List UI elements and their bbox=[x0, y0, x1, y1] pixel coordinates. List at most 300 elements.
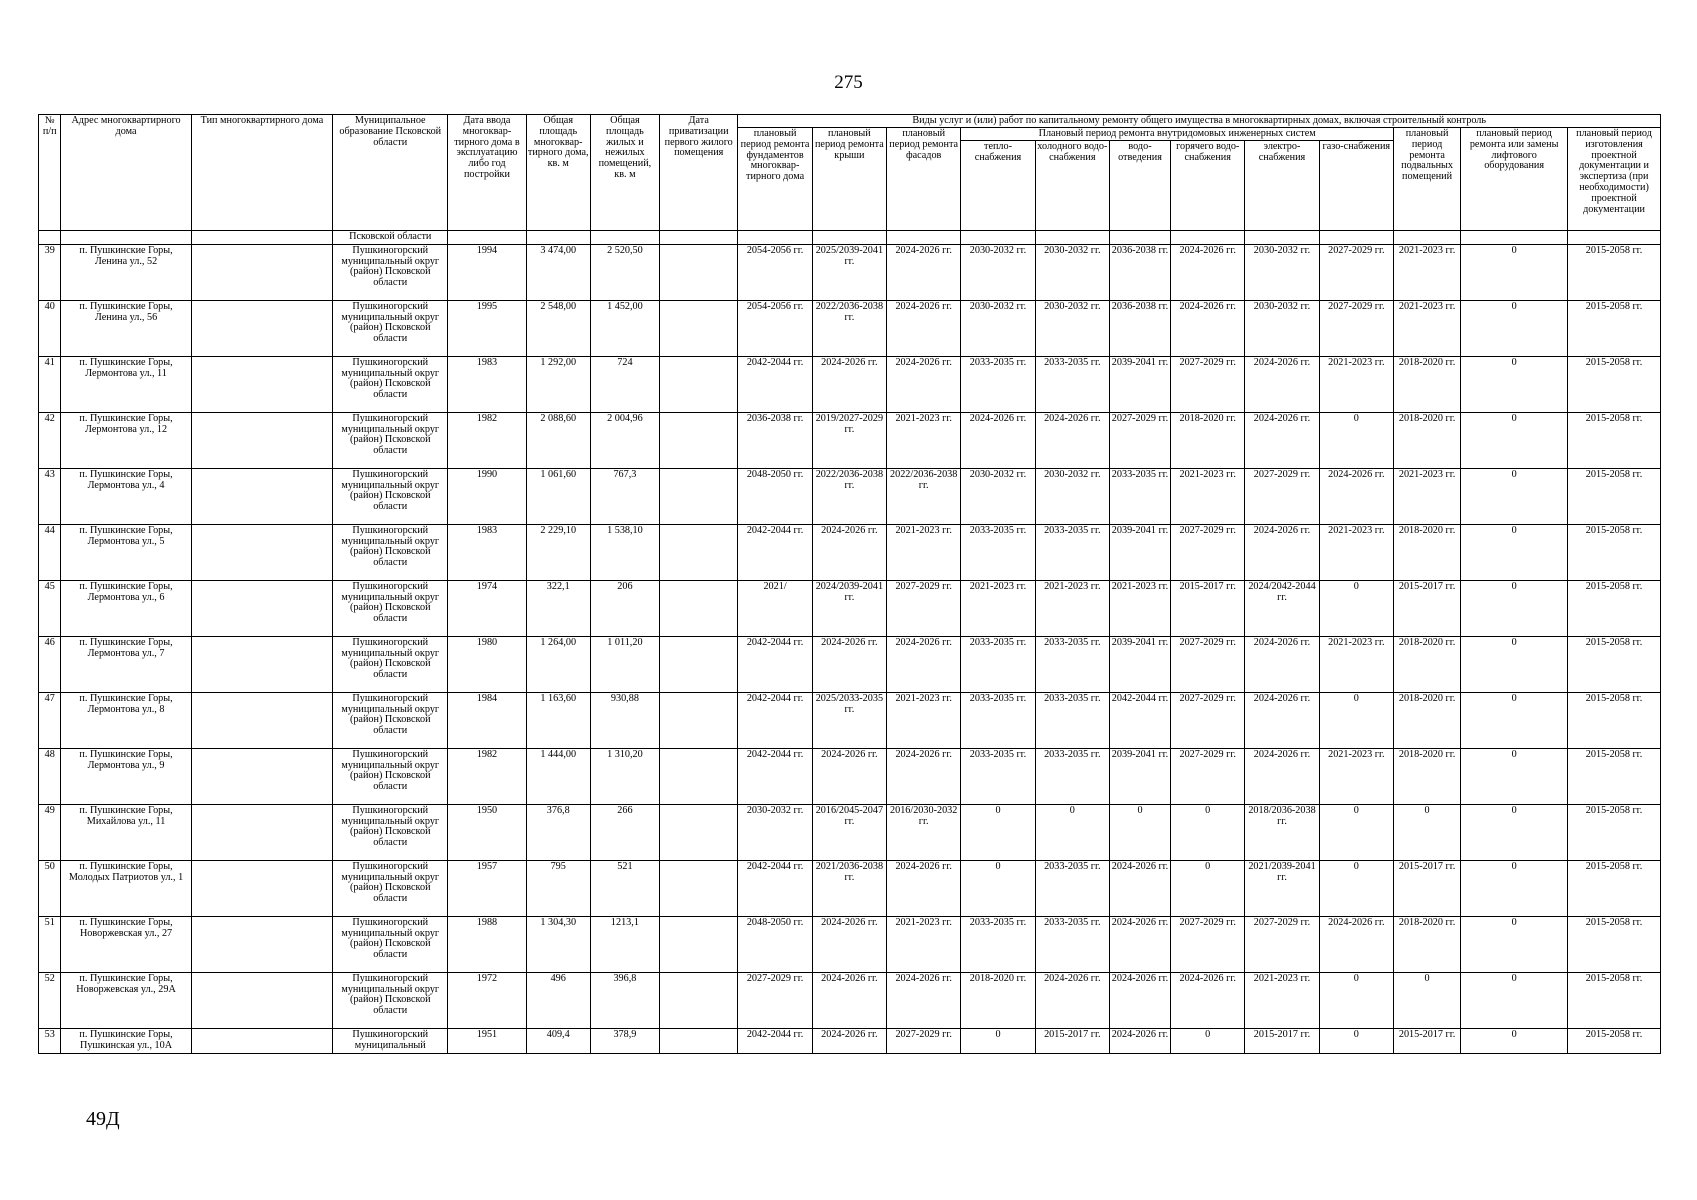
row-number: 43 bbox=[39, 468, 61, 524]
row-elevator: 0 bbox=[1461, 244, 1568, 300]
row-total-area: 1 163,60 bbox=[526, 692, 590, 748]
row-foundation: 2021/ bbox=[738, 580, 812, 636]
row-privatization bbox=[660, 580, 738, 636]
row-elevator: 0 bbox=[1461, 972, 1568, 1028]
row-foundation: 2030-2032 гг. bbox=[738, 804, 812, 860]
bottom-code: 49Д bbox=[86, 1108, 120, 1130]
row-total-area: 1 444,00 bbox=[526, 748, 590, 804]
row-address: п. Пушкинские Горы, Лермонтова ул., 5 bbox=[61, 524, 191, 580]
row-heating: 2033-2035 гг. bbox=[961, 748, 1035, 804]
row-foundation: 2042-2044 гг. bbox=[738, 636, 812, 692]
row-total-area: 1 304,30 bbox=[526, 916, 590, 972]
row-living-area: 521 bbox=[590, 860, 659, 916]
row-living-area: 2 520,50 bbox=[590, 244, 659, 300]
row-gas: 2027-2029 гг. bbox=[1319, 300, 1393, 356]
row-gas: 2021-2023 гг. bbox=[1319, 636, 1393, 692]
row-privatization bbox=[660, 1028, 738, 1053]
table-row bbox=[39, 636, 1661, 692]
row-hot-water: 2015-2017 гг. bbox=[1171, 580, 1245, 636]
row-roof: 2024-2026 гг. bbox=[812, 916, 886, 972]
row-basement: 2021-2023 гг. bbox=[1393, 468, 1460, 524]
row-cold-water: 2030-2032 гг. bbox=[1035, 300, 1109, 356]
header-design-docs: плановый период изготовления проектной документации и экспертиза (при необходимости) проектной документации bbox=[1568, 128, 1661, 231]
row-sewage: 2021-2023 гг. bbox=[1109, 580, 1170, 636]
row-design-docs: 2015-2058 гг. bbox=[1568, 412, 1661, 468]
row-living-area: 1 452,00 bbox=[590, 300, 659, 356]
row-facade: 2024-2026 гг. bbox=[887, 636, 961, 692]
row-sewage: 2024-2026 гг. bbox=[1109, 916, 1170, 972]
row-foundation: 2036-2038 гг. bbox=[738, 412, 812, 468]
row-privatization bbox=[660, 412, 738, 468]
header-cold-water: холодного водо-снабжения bbox=[1035, 141, 1109, 231]
row-privatization bbox=[660, 916, 738, 972]
row-cold-water: 2030-2032 гг. bbox=[1035, 244, 1109, 300]
row-type bbox=[191, 748, 333, 804]
row-design-docs: 2015-2058 гг. bbox=[1568, 916, 1661, 972]
row-hot-water: 2024-2026 гг. bbox=[1171, 300, 1245, 356]
capital-repair-table bbox=[38, 114, 1661, 1054]
row-elevator: 0 bbox=[1461, 748, 1568, 804]
row-gas: 2021-2023 гг. bbox=[1319, 524, 1393, 580]
row-hot-water: 2027-2029 гг. bbox=[1171, 748, 1245, 804]
continuation-text: Псковской области bbox=[333, 231, 448, 245]
row-sewage: 2024-2026 гг. bbox=[1109, 1028, 1170, 1053]
row-municipality: Пушкиногорский муниципальный округ (район) Псковской области bbox=[333, 692, 448, 748]
row-cold-water: 2024-2026 гг. bbox=[1035, 412, 1109, 468]
row-basement: 0 bbox=[1393, 972, 1460, 1028]
row-privatization bbox=[660, 300, 738, 356]
row-gas: 2024-2026 гг. bbox=[1319, 468, 1393, 524]
row-address: п. Пушкинские Горы, Пушкинская ул., 10А bbox=[61, 1028, 191, 1053]
row-privatization bbox=[660, 860, 738, 916]
row-hot-water: 2027-2029 гг. bbox=[1171, 692, 1245, 748]
row-number: 45 bbox=[39, 580, 61, 636]
row-address: п. Пушкинские Горы, Ленина ул., 56 bbox=[61, 300, 191, 356]
row-living-area: 724 bbox=[590, 356, 659, 412]
row-basement: 2015-2017 гг. bbox=[1393, 580, 1460, 636]
row-number: 39 bbox=[39, 244, 61, 300]
row-type bbox=[191, 916, 333, 972]
header-municipality: Муниципальное образование Псковской области bbox=[333, 115, 448, 231]
row-number: 50 bbox=[39, 860, 61, 916]
row-facade: 2024-2026 гг. bbox=[887, 300, 961, 356]
row-year: 1984 bbox=[448, 692, 526, 748]
row-heating: 0 bbox=[961, 860, 1035, 916]
row-type bbox=[191, 412, 333, 468]
row-basement: 2015-2017 гг. bbox=[1393, 860, 1460, 916]
row-number: 51 bbox=[39, 916, 61, 972]
row-basement: 2018-2020 гг. bbox=[1393, 524, 1460, 580]
row-design-docs: 2015-2058 гг. bbox=[1568, 468, 1661, 524]
row-gas: 0 bbox=[1319, 1028, 1393, 1053]
row-number: 47 bbox=[39, 692, 61, 748]
row-elevator: 0 bbox=[1461, 524, 1568, 580]
row-cold-water: 2024-2026 гг. bbox=[1035, 972, 1109, 1028]
row-basement: 2018-2020 гг. bbox=[1393, 412, 1460, 468]
row-foundation: 2042-2044 гг. bbox=[738, 356, 812, 412]
row-foundation: 2042-2044 гг. bbox=[738, 860, 812, 916]
row-basement: 2018-2020 гг. bbox=[1393, 748, 1460, 804]
row-elevator: 0 bbox=[1461, 860, 1568, 916]
row-electric: 2024/2042-2044 гг. bbox=[1245, 580, 1319, 636]
row-municipality: Пушкиногорский муниципальный округ (район) Псковской области bbox=[333, 356, 448, 412]
page-number: 275 bbox=[834, 72, 863, 93]
row-electric: 2021/2039-2041 гг. bbox=[1245, 860, 1319, 916]
row-cold-water: 2033-2035 гг. bbox=[1035, 916, 1109, 972]
row-elevator: 0 bbox=[1461, 916, 1568, 972]
row-electric: 2021-2023 гг. bbox=[1245, 972, 1319, 1028]
row-electric: 2027-2029 гг. bbox=[1245, 916, 1319, 972]
row-gas: 0 bbox=[1319, 860, 1393, 916]
header-basement: плановый период ремонта подвальных помещений bbox=[1393, 128, 1460, 231]
table-row bbox=[39, 412, 1661, 468]
row-total-area: 496 bbox=[526, 972, 590, 1028]
row-municipality: Пушкиногорский муниципальный округ (район) Псковской области bbox=[333, 412, 448, 468]
row-privatization bbox=[660, 468, 738, 524]
header-hot-water: горячего водо-снабжения bbox=[1171, 141, 1245, 231]
row-number: 52 bbox=[39, 972, 61, 1028]
row-facade: 2021-2023 гг. bbox=[887, 524, 961, 580]
continuation-row bbox=[39, 231, 1661, 245]
row-year: 1990 bbox=[448, 468, 526, 524]
row-municipality: Пушкиногорский муниципальный округ (район) Псковской области bbox=[333, 580, 448, 636]
header-total-area: Общая площадь многоквар-тирного дома, кв. м bbox=[526, 115, 590, 231]
row-address: п. Пушкинские Горы, Новоржевская ул., 27 bbox=[61, 916, 191, 972]
row-basement: 2021-2023 гг. bbox=[1393, 300, 1460, 356]
row-facade: 2024-2026 гг. bbox=[887, 972, 961, 1028]
row-cold-water: 2033-2035 гг. bbox=[1035, 748, 1109, 804]
row-year: 1995 bbox=[448, 300, 526, 356]
row-design-docs: 2015-2058 гг. bbox=[1568, 244, 1661, 300]
row-cold-water: 2021-2023 гг. bbox=[1035, 580, 1109, 636]
row-facade: 2021-2023 гг. bbox=[887, 412, 961, 468]
header-type: Тип многоквартирного дома bbox=[191, 115, 333, 231]
row-type bbox=[191, 300, 333, 356]
row-municipality: Пушкиногорский муниципальный округ (район) Псковской области bbox=[333, 916, 448, 972]
row-municipality: Пушкиногорский муниципальный округ (район) Псковской области bbox=[333, 468, 448, 524]
row-year: 1983 bbox=[448, 524, 526, 580]
row-year: 1982 bbox=[448, 748, 526, 804]
row-design-docs: 2015-2058 гг. bbox=[1568, 972, 1661, 1028]
row-foundation: 2042-2044 гг. bbox=[738, 524, 812, 580]
row-total-area: 3 474,00 bbox=[526, 244, 590, 300]
row-foundation: 2048-2050 гг. bbox=[738, 468, 812, 524]
header-elevator: плановый период ремонта или замены лифтового оборудования bbox=[1461, 128, 1568, 231]
row-privatization bbox=[660, 692, 738, 748]
row-sewage: 2024-2026 гг. bbox=[1109, 972, 1170, 1028]
row-cold-water: 2015-2017 гг. bbox=[1035, 1028, 1109, 1053]
row-elevator: 0 bbox=[1461, 412, 1568, 468]
header-gas: газо-снабжения bbox=[1319, 141, 1393, 231]
row-municipality: Пушкиногорский муниципальный округ (район) Псковской области bbox=[333, 300, 448, 356]
row-heating: 2021-2023 гг. bbox=[961, 580, 1035, 636]
row-design-docs: 2015-2058 гг. bbox=[1568, 1028, 1661, 1053]
table-row bbox=[39, 972, 1661, 1028]
row-cold-water: 2033-2035 гг. bbox=[1035, 636, 1109, 692]
row-year: 1972 bbox=[448, 972, 526, 1028]
row-facade: 2021-2023 гг. bbox=[887, 692, 961, 748]
row-foundation: 2042-2044 гг. bbox=[738, 748, 812, 804]
row-electric: 2024-2026 гг. bbox=[1245, 692, 1319, 748]
row-municipality: Пушкиногорский муниципальный округ (район) Псковской области bbox=[333, 860, 448, 916]
row-number: 53 bbox=[39, 1028, 61, 1053]
row-year: 1982 bbox=[448, 412, 526, 468]
row-foundation: 2048-2050 гг. bbox=[738, 916, 812, 972]
row-roof: 2021/2036-2038 гг. bbox=[812, 860, 886, 916]
row-type bbox=[191, 804, 333, 860]
row-type bbox=[191, 1028, 333, 1053]
row-type bbox=[191, 692, 333, 748]
row-heating: 0 bbox=[961, 1028, 1035, 1053]
row-roof: 2022/2036-2038 гг. bbox=[812, 468, 886, 524]
row-cold-water: 2033-2035 гг. bbox=[1035, 692, 1109, 748]
row-number: 41 bbox=[39, 356, 61, 412]
row-hot-water: 2018-2020 гг. bbox=[1171, 412, 1245, 468]
row-roof: 2024/2039-2041 гг. bbox=[812, 580, 886, 636]
row-electric: 2024-2026 гг. bbox=[1245, 524, 1319, 580]
row-year: 1980 bbox=[448, 636, 526, 692]
header-sewage: водо-отведения bbox=[1109, 141, 1170, 231]
row-total-area: 1 264,00 bbox=[526, 636, 590, 692]
row-living-area: 1213,1 bbox=[590, 916, 659, 972]
row-address: п. Пушкинские Горы, Лермонтова ул., 7 bbox=[61, 636, 191, 692]
row-foundation: 2054-2056 гг. bbox=[738, 300, 812, 356]
header-address: Адрес многоквартирного дома bbox=[61, 115, 191, 231]
row-design-docs: 2015-2058 гг. bbox=[1568, 692, 1661, 748]
row-heating: 2033-2035 гг. bbox=[961, 916, 1035, 972]
row-hot-water: 2027-2029 гг. bbox=[1171, 636, 1245, 692]
row-basement: 2018-2020 гг. bbox=[1393, 356, 1460, 412]
row-total-area: 1 292,00 bbox=[526, 356, 590, 412]
row-roof: 2024-2026 гг. bbox=[812, 1028, 886, 1053]
row-type bbox=[191, 468, 333, 524]
row-elevator: 0 bbox=[1461, 468, 1568, 524]
row-electric: 2030-2032 гг. bbox=[1245, 244, 1319, 300]
row-number: 44 bbox=[39, 524, 61, 580]
row-sewage: 2024-2026 гг. bbox=[1109, 860, 1170, 916]
row-municipality: Пушкиногорский муниципальный округ (район) Псковской области bbox=[333, 636, 448, 692]
row-hot-water: 2027-2029 гг. bbox=[1171, 524, 1245, 580]
row-roof: 2024-2026 гг. bbox=[812, 748, 886, 804]
row-heating: 2030-2032 гг. bbox=[961, 300, 1035, 356]
row-elevator: 0 bbox=[1461, 636, 1568, 692]
table-row bbox=[39, 860, 1661, 916]
row-sewage: 2027-2029 гг. bbox=[1109, 412, 1170, 468]
row-sewage: 2036-2038 гг. bbox=[1109, 244, 1170, 300]
row-number: 46 bbox=[39, 636, 61, 692]
row-hot-water: 2024-2026 гг. bbox=[1171, 972, 1245, 1028]
row-roof: 2024-2026 гг. bbox=[812, 972, 886, 1028]
row-roof: 2019/2027-2029 гг. bbox=[812, 412, 886, 468]
row-municipality: Пушкиногорский муниципальный округ (район) Псковской области bbox=[333, 524, 448, 580]
row-number: 48 bbox=[39, 748, 61, 804]
row-electric: 2018/2036-2038 гг. bbox=[1245, 804, 1319, 860]
row-privatization bbox=[660, 356, 738, 412]
row-electric: 2024-2026 гг. bbox=[1245, 748, 1319, 804]
row-gas: 2024-2026 гг. bbox=[1319, 916, 1393, 972]
row-total-area: 1 061,60 bbox=[526, 468, 590, 524]
row-address: п. Пушкинские Горы, Молодых Патриотов ул., 1 bbox=[61, 860, 191, 916]
row-foundation: 2042-2044 гг. bbox=[738, 1028, 812, 1053]
row-sewage: 2042-2044 гг. bbox=[1109, 692, 1170, 748]
table-row bbox=[39, 468, 1661, 524]
row-roof: 2022/2036-2038 гг. bbox=[812, 300, 886, 356]
row-facade: 2027-2029 гг. bbox=[887, 1028, 961, 1053]
header-systems-group: Плановый период ремонта внутридомовых инженерных систем bbox=[961, 128, 1394, 141]
row-gas: 0 bbox=[1319, 804, 1393, 860]
row-living-area: 206 bbox=[590, 580, 659, 636]
row-electric: 2024-2026 гг. bbox=[1245, 636, 1319, 692]
row-hot-water: 0 bbox=[1171, 860, 1245, 916]
row-design-docs: 2015-2058 гг. bbox=[1568, 524, 1661, 580]
table-row bbox=[39, 748, 1661, 804]
header-heating: тепло-снабжения bbox=[961, 141, 1035, 231]
header-num: № п/п bbox=[39, 115, 61, 231]
row-elevator: 0 bbox=[1461, 300, 1568, 356]
row-design-docs: 2015-2058 гг. bbox=[1568, 748, 1661, 804]
row-roof: 2016/2045-2047 гг. bbox=[812, 804, 886, 860]
row-municipality: Пушкиногорский муниципальный bbox=[333, 1028, 448, 1053]
row-facade: 2016/2030-2032 гг. bbox=[887, 804, 961, 860]
row-year: 1983 bbox=[448, 356, 526, 412]
row-elevator: 0 bbox=[1461, 1028, 1568, 1053]
row-type bbox=[191, 524, 333, 580]
row-address: п. Пушкинские Горы, Лермонтова ул., 4 bbox=[61, 468, 191, 524]
row-sewage: 2039-2041 гг. bbox=[1109, 524, 1170, 580]
row-basement: 2018-2020 гг. bbox=[1393, 916, 1460, 972]
row-electric: 2027-2029 гг. bbox=[1245, 468, 1319, 524]
row-hot-water: 2021-2023 гг. bbox=[1171, 468, 1245, 524]
row-sewage: 0 bbox=[1109, 804, 1170, 860]
row-foundation: 2042-2044 гг. bbox=[738, 692, 812, 748]
row-living-area: 1 011,20 bbox=[590, 636, 659, 692]
row-hot-water: 0 bbox=[1171, 804, 1245, 860]
row-cold-water: 2033-2035 гг. bbox=[1035, 356, 1109, 412]
row-roof: 2024-2026 гг. bbox=[812, 356, 886, 412]
row-address: п. Пушкинские Горы, Лермонтова ул., 9 bbox=[61, 748, 191, 804]
row-roof: 2024-2026 гг. bbox=[812, 524, 886, 580]
row-basement: 2018-2020 гг. bbox=[1393, 636, 1460, 692]
row-living-area: 2 004,96 bbox=[590, 412, 659, 468]
row-heating: 2033-2035 гг. bbox=[961, 524, 1035, 580]
row-address: п. Пушкинские Горы, Михайлова ул., 11 bbox=[61, 804, 191, 860]
row-privatization bbox=[660, 804, 738, 860]
row-year: 1950 bbox=[448, 804, 526, 860]
row-address: п. Пушкинские Горы, Лермонтова ул., 6 bbox=[61, 580, 191, 636]
row-sewage: 2039-2041 гг. bbox=[1109, 636, 1170, 692]
row-facade: 2022/2036-2038 гг. bbox=[887, 468, 961, 524]
row-year: 1988 bbox=[448, 916, 526, 972]
row-basement: 2021-2023 гг. bbox=[1393, 244, 1460, 300]
row-basement: 0 bbox=[1393, 804, 1460, 860]
row-electric: 2015-2017 гг. bbox=[1245, 1028, 1319, 1053]
table-row bbox=[39, 244, 1661, 300]
row-facade: 2027-2029 гг. bbox=[887, 580, 961, 636]
table-row bbox=[39, 580, 1661, 636]
row-living-area: 930,88 bbox=[590, 692, 659, 748]
row-type bbox=[191, 860, 333, 916]
row-cold-water: 0 bbox=[1035, 804, 1109, 860]
row-design-docs: 2015-2058 гг. bbox=[1568, 356, 1661, 412]
row-facade: 2021-2023 гг. bbox=[887, 916, 961, 972]
row-gas: 2021-2023 гг. bbox=[1319, 356, 1393, 412]
row-year: 1951 bbox=[448, 1028, 526, 1053]
table-row bbox=[39, 804, 1661, 860]
table-row bbox=[39, 692, 1661, 748]
row-cold-water: 2030-2032 гг. bbox=[1035, 468, 1109, 524]
row-gas: 2027-2029 гг. bbox=[1319, 244, 1393, 300]
table-row bbox=[39, 300, 1661, 356]
row-municipality: Пушкиногорский муниципальный округ (район) Псковской области bbox=[333, 972, 448, 1028]
row-design-docs: 2015-2058 гг. bbox=[1568, 860, 1661, 916]
row-elevator: 0 bbox=[1461, 804, 1568, 860]
row-privatization bbox=[660, 524, 738, 580]
row-address: п. Пушкинские Горы, Новоржевская ул., 29А bbox=[61, 972, 191, 1028]
row-electric: 2030-2032 гг. bbox=[1245, 300, 1319, 356]
row-heating: 2033-2035 гг. bbox=[961, 692, 1035, 748]
row-sewage: 2039-2041 гг. bbox=[1109, 748, 1170, 804]
row-total-area: 2 548,00 bbox=[526, 300, 590, 356]
row-hot-water: 2027-2029 гг. bbox=[1171, 356, 1245, 412]
row-year: 1994 bbox=[448, 244, 526, 300]
row-living-area: 266 bbox=[590, 804, 659, 860]
row-total-area: 322,1 bbox=[526, 580, 590, 636]
row-privatization bbox=[660, 244, 738, 300]
row-gas: 2021-2023 гг. bbox=[1319, 748, 1393, 804]
row-number: 40 bbox=[39, 300, 61, 356]
row-foundation: 2027-2029 гг. bbox=[738, 972, 812, 1028]
row-type bbox=[191, 580, 333, 636]
row-year: 1974 bbox=[448, 580, 526, 636]
row-municipality: Пушкиногорский муниципальный округ (район) Псковской области bbox=[333, 244, 448, 300]
row-elevator: 0 bbox=[1461, 356, 1568, 412]
row-number: 49 bbox=[39, 804, 61, 860]
header-electric: электро-снабжения bbox=[1245, 141, 1319, 231]
row-sewage: 2039-2041 гг. bbox=[1109, 356, 1170, 412]
header-roof: плановый период ремонта крыши bbox=[812, 128, 886, 231]
row-heating: 2033-2035 гг. bbox=[961, 636, 1035, 692]
table-row bbox=[39, 916, 1661, 972]
header-privatization: Дата приватизации первого жилого помещения bbox=[660, 115, 738, 231]
row-cold-water: 2033-2035 гг. bbox=[1035, 524, 1109, 580]
row-design-docs: 2015-2058 гг. bbox=[1568, 580, 1661, 636]
row-living-area: 378,9 bbox=[590, 1028, 659, 1053]
table-row bbox=[39, 1028, 1661, 1053]
row-total-area: 409,4 bbox=[526, 1028, 590, 1053]
row-gas: 0 bbox=[1319, 412, 1393, 468]
row-address: п. Пушкинские Горы, Лермонтова ул., 12 bbox=[61, 412, 191, 468]
row-total-area: 376,8 bbox=[526, 804, 590, 860]
row-electric: 2024-2026 гг. bbox=[1245, 412, 1319, 468]
row-heating: 2024-2026 гг. bbox=[961, 412, 1035, 468]
row-facade: 2024-2026 гг. bbox=[887, 860, 961, 916]
row-municipality: Пушкиногорский муниципальный округ (район) Псковской области bbox=[333, 804, 448, 860]
row-privatization bbox=[660, 748, 738, 804]
row-elevator: 0 bbox=[1461, 692, 1568, 748]
row-type bbox=[191, 972, 333, 1028]
row-type bbox=[191, 356, 333, 412]
row-hot-water: 2024-2026 гг. bbox=[1171, 244, 1245, 300]
row-facade: 2024-2026 гг. bbox=[887, 748, 961, 804]
row-roof: 2025/2033-2035 гг. bbox=[812, 692, 886, 748]
row-total-area: 2 088,60 bbox=[526, 412, 590, 468]
row-number: 42 bbox=[39, 412, 61, 468]
row-year: 1957 bbox=[448, 860, 526, 916]
row-type bbox=[191, 636, 333, 692]
row-privatization bbox=[660, 972, 738, 1028]
row-gas: 0 bbox=[1319, 972, 1393, 1028]
row-heating: 2018-2020 гг. bbox=[961, 972, 1035, 1028]
